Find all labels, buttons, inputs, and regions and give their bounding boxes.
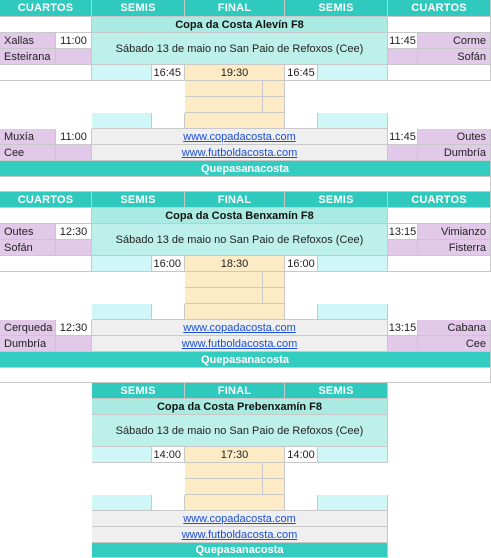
team-cell[interactable]: Muxía [0, 129, 56, 145]
header-semis-right: SEMIS [285, 192, 388, 208]
semi-time[interactable]: 14:00 [152, 447, 185, 463]
cell[interactable] [388, 17, 491, 33]
empty-row[interactable] [0, 368, 491, 383]
header-cuartos-right: CUARTOS [388, 0, 491, 17]
team-cell[interactable]: Cee [0, 145, 56, 161]
team-cell[interactable]: Esteirana [0, 49, 56, 65]
team-cell[interactable]: Dumbría [0, 336, 56, 352]
cell[interactable] [388, 240, 418, 256]
cell[interactable] [0, 208, 92, 224]
team-cell[interactable]: Cee [418, 336, 491, 352]
final-time[interactable]: 17:30 [185, 447, 285, 463]
cell[interactable] [185, 463, 263, 479]
cell[interactable] [92, 495, 152, 511]
website-link[interactable]: www.copadacosta.com [183, 512, 296, 525]
final-time[interactable]: 19:30 [185, 65, 285, 81]
tournament-title: Copa da Costa Prebenxamín F8 [92, 399, 388, 415]
link-cell[interactable] [92, 320, 388, 336]
cell[interactable] [318, 256, 388, 272]
match-time[interactable]: 12:30 [56, 224, 92, 240]
link-cell[interactable] [92, 129, 388, 145]
team-cell[interactable]: Corme [418, 33, 491, 49]
website-link[interactable]: www.futboldacosta.com [181, 528, 298, 541]
cell[interactable] [263, 272, 285, 288]
header-semis-left: SEMIS [92, 192, 185, 208]
cell[interactable] [388, 65, 491, 81]
cell[interactable] [388, 208, 491, 224]
team-cell[interactable]: Fisterra [418, 240, 491, 256]
cell[interactable] [56, 49, 92, 65]
team-cell[interactable]: Dumbría [418, 145, 491, 161]
cell[interactable] [388, 336, 418, 352]
semi-time[interactable]: 14:00 [285, 447, 318, 463]
tournament-title: Copa da Costa Benxamín F8 [92, 208, 388, 224]
header-final: FINAL [185, 383, 285, 399]
cell[interactable] [185, 288, 263, 304]
website-link[interactable]: www.copadacosta.com [183, 321, 296, 334]
cell[interactable] [263, 81, 285, 97]
link-cell[interactable] [92, 336, 388, 352]
empty-row[interactable] [0, 177, 491, 192]
match-time[interactable]: 13:15 [388, 224, 418, 240]
match-time[interactable]: 11:00 [56, 33, 92, 49]
final-time[interactable]: 18:30 [185, 256, 285, 272]
website-link[interactable]: www.futboldacosta.com [181, 337, 298, 350]
link-cell[interactable] [92, 511, 388, 527]
tournament-title: Copa da Costa Alevín F8 [92, 17, 388, 33]
match-time[interactable]: 13:15 [388, 320, 418, 336]
semi-time[interactable]: 16:45 [152, 65, 185, 81]
semi-time[interactable]: 16:45 [285, 65, 318, 81]
team-cell[interactable]: Xallas [0, 33, 56, 49]
team-cell[interactable]: Cabana [418, 320, 491, 336]
cell[interactable] [0, 256, 92, 272]
cell[interactable] [285, 495, 318, 511]
team-cell[interactable]: Cerqueda [0, 320, 56, 336]
cell[interactable] [92, 447, 152, 463]
match-time[interactable]: 11:45 [388, 33, 418, 49]
event-subtitle: Sábado 13 de maio no San Paio de Refoxos (Cee) [92, 224, 388, 256]
cell[interactable] [318, 495, 388, 511]
cell[interactable] [185, 272, 263, 288]
team-cell[interactable]: Outes [0, 224, 56, 240]
cell[interactable] [0, 65, 92, 81]
cell[interactable] [56, 336, 92, 352]
cell[interactable] [263, 463, 285, 479]
cell[interactable] [56, 145, 92, 161]
cell[interactable] [185, 81, 263, 97]
event-subtitle: Sábado 13 de maio no San Paio de Refoxos (Cee) [92, 33, 388, 65]
team-cell[interactable]: Sofán [418, 49, 491, 65]
cell[interactable] [56, 240, 92, 256]
match-time[interactable]: 11:45 [388, 129, 418, 145]
header-cuartos-left: CUARTOS [0, 0, 92, 17]
cell[interactable] [152, 304, 185, 320]
cell[interactable] [285, 304, 318, 320]
team-cell[interactable]: Vimianzo [418, 224, 491, 240]
cell[interactable] [185, 304, 285, 320]
header-cuartos-right: CUARTOS [388, 192, 491, 208]
match-time[interactable]: 12:30 [56, 320, 92, 336]
cell[interactable] [92, 65, 152, 81]
cell[interactable] [0, 17, 92, 33]
header-semis-left: SEMIS [92, 383, 185, 399]
header-semis-right: SEMIS [285, 383, 388, 399]
cell[interactable] [92, 256, 152, 272]
cell[interactable] [185, 479, 263, 495]
match-time[interactable]: 11:00 [56, 129, 92, 145]
header-final: FINAL [185, 192, 285, 208]
cell[interactable] [388, 145, 418, 161]
link-cell[interactable] [92, 145, 388, 161]
footer-banner: Quepasanacosta [0, 161, 491, 177]
cell[interactable] [152, 113, 185, 129]
cell[interactable] [318, 447, 388, 463]
cell[interactable] [263, 97, 285, 113]
cell[interactable] [285, 113, 318, 129]
cell[interactable] [263, 288, 285, 304]
footer-banner: Quepasanacosta [92, 543, 388, 558]
header-cuartos-left: CUARTOS [0, 192, 92, 208]
link-cell[interactable] [92, 527, 388, 543]
header-semis-left: SEMIS [92, 0, 185, 17]
cell[interactable] [92, 304, 152, 320]
cell[interactable] [263, 479, 285, 495]
header-semis-right: SEMIS [285, 0, 388, 17]
semi-time[interactable]: 16:00 [152, 256, 185, 272]
header-final: FINAL [185, 0, 285, 17]
cell[interactable] [388, 49, 418, 65]
cell[interactable] [92, 113, 152, 129]
cell[interactable] [152, 495, 185, 511]
cell[interactable] [318, 304, 388, 320]
cell[interactable] [185, 495, 285, 511]
cell[interactable] [388, 256, 491, 272]
team-cell[interactable]: Outes [418, 129, 491, 145]
website-link[interactable]: www.copadacosta.com [183, 130, 296, 143]
cell[interactable] [185, 97, 263, 113]
website-link[interactable]: www.futboldacosta.com [181, 146, 298, 159]
team-cell[interactable]: Sofán [0, 240, 56, 256]
footer-banner: Quepasanacosta [0, 352, 491, 368]
semi-time[interactable]: 16:00 [285, 256, 318, 272]
event-subtitle: Sábado 13 de maio no San Paio de Refoxos (Cee) [92, 415, 388, 447]
cell[interactable] [318, 113, 388, 129]
cell[interactable] [318, 65, 388, 81]
cell[interactable] [185, 113, 285, 129]
